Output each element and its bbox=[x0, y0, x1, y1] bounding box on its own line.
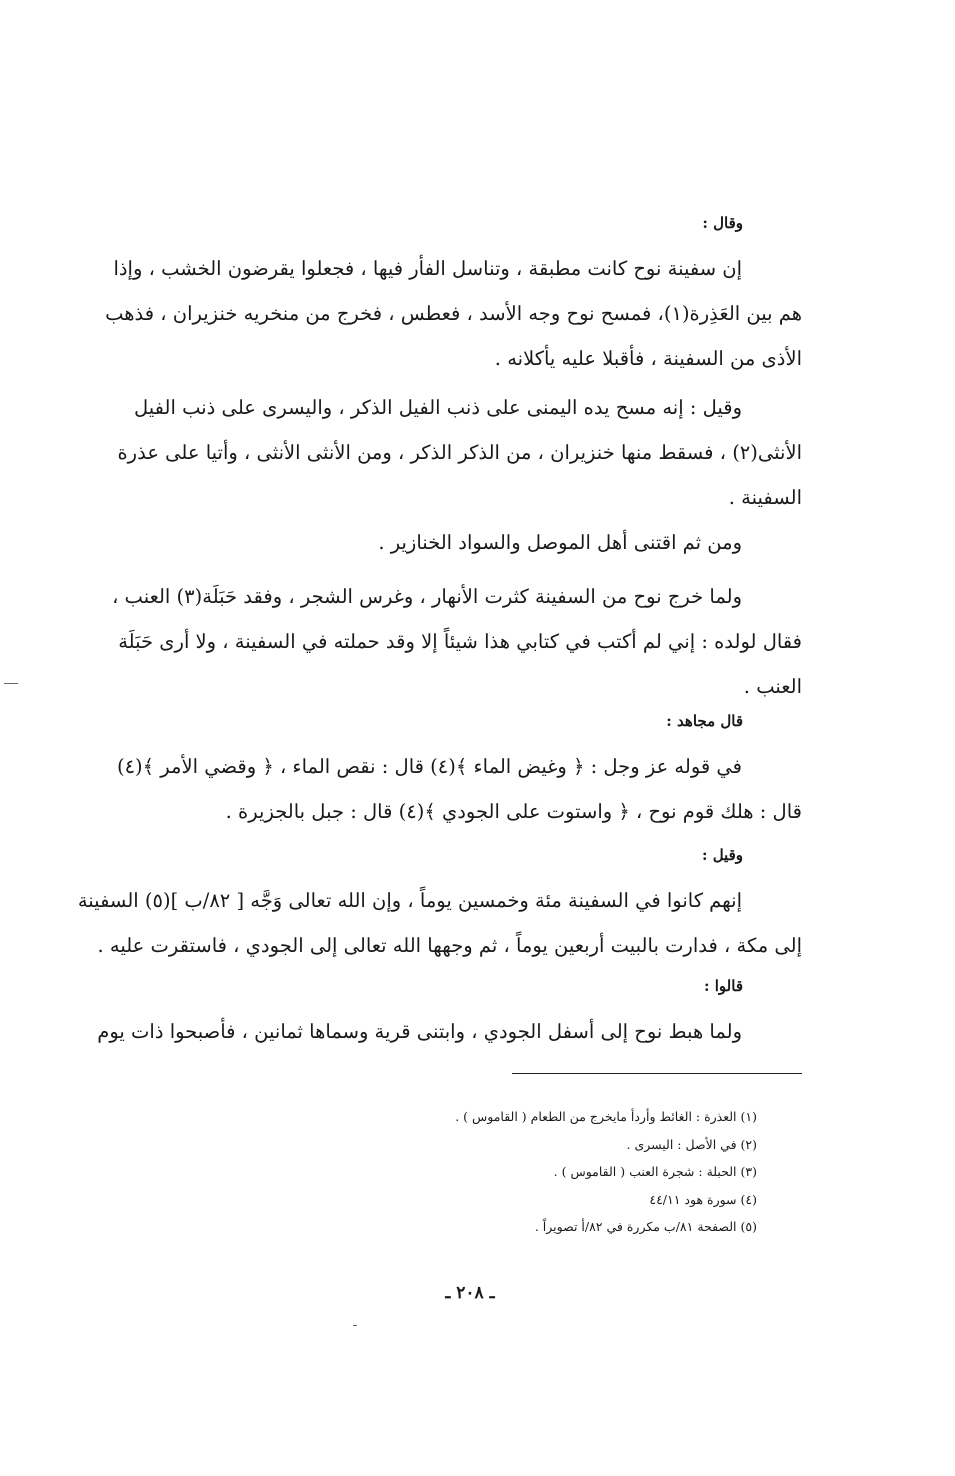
section-heading-mujahid: قال مجاهد : bbox=[666, 712, 743, 730]
paragraph-thamanin-village bbox=[97, 1009, 802, 1054]
section-heading-qala: وقال : bbox=[702, 214, 743, 232]
text-line: إلى مكة ، فدارت بالبيت أربعين يوماً ، ثم وجهها الله تعالى إلى الجودي ، فاستقرت عليه . bbox=[97, 934, 802, 957]
page-number: ـ ٢٠٨ ـ bbox=[445, 1283, 495, 1303]
paragraph-mujahid-tafsir bbox=[112, 744, 802, 834]
footnote-separator bbox=[512, 1073, 802, 1074]
footnote-1: (١) العذرة : الغائط وأردأ مايخرج من الطعام ( القاموس ) . bbox=[455, 1109, 757, 1124]
text-line: العنب . bbox=[743, 675, 802, 698]
text-line: الأذى من السفينة ، فأقبلا عليه يأكلانه . bbox=[494, 347, 802, 370]
paragraph-noah-ark-mice bbox=[105, 246, 802, 381]
text-line: الأنثى(٢) ، فسقط منها خنزيران ، من الذكر الذكر ، ومن الأنثى الأنثى ، وأتيا على عذرة bbox=[117, 441, 802, 464]
text-line: إنهم كانوا في السفينة مئة وخمسين يوماً ، وإن الله تعالى وَجَّه [ ٨٢/ب ](٥) السفينة bbox=[77, 889, 742, 912]
scan-dash-mark bbox=[353, 1325, 357, 1326]
paragraph-elephant-tail bbox=[112, 385, 802, 520]
scan-edge-mark bbox=[4, 683, 18, 684]
section-heading-qalu: قالوا : bbox=[704, 977, 743, 995]
text-line: ومن ثم اقتنى أهل الموصل والسواد الخنازير . bbox=[378, 531, 742, 554]
footnote-2: (٢) في الأصل : اليسرى . bbox=[626, 1136, 757, 1152]
paragraph-mosul-pigs bbox=[112, 520, 802, 565]
text-line: السفينة . bbox=[728, 486, 802, 509]
text-line: إن سفينة نوح كانت مطبقة ، وتناسل الفأر فيها ، فجعلوا يقرضون الخشب ، وإذا bbox=[113, 257, 742, 280]
section-heading-qila: وقيل : bbox=[701, 846, 743, 864]
paragraph-150-days bbox=[77, 878, 802, 968]
text-line: هم بين العَذِرة(١)، فمسح نوح وجه الأسد ، فعطس ، فخرج من منخريه خنزيران ، فذهب bbox=[105, 302, 802, 325]
text-line: ولما خرج نوح من السفينة كثرت الأنهار ، وغرس الشجر ، وفقد حَبَلَة(٣) العنب ، bbox=[112, 585, 742, 608]
text-line: فقال لولده : إني لم أكتب في كتابي هذا شيئاً إلا وقد حملته في السفينة ، ولا أرى حَبَلَة bbox=[118, 630, 802, 653]
text-line: في قوله عز وجل : ﴿ وغيض الماء ﴾(٤) قال : نقص الماء ، ﴿ وقضي الأمر ﴾(٤) bbox=[116, 755, 742, 778]
footnote-4: (٤) سورة هود ٤٤/١١ bbox=[649, 1191, 757, 1207]
text-line: قال : هلك قوم نوح ، ﴿ واستوت على الجودي ﴾(٤) قال : جبل بالجزيرة . bbox=[225, 800, 802, 823]
footnote-3: (٣) الحبلة : شجرة العنب ( القاموس ) . bbox=[553, 1164, 757, 1179]
text-line: وقيل : إنه مسح يده اليمنى على ذنب الفيل الذكر ، واليسرى على ذنب الفيل bbox=[134, 396, 742, 419]
paragraph-grapevine bbox=[112, 574, 802, 709]
footnotes bbox=[237, 1103, 757, 1241]
footnote-5: (٥) الصفحة ٨١/ب مكررة في ٨٢/أ تصويراً . bbox=[534, 1219, 757, 1234]
text-line: ولما هبط نوح إلى أسفل الجودي ، وابتنى قرية وسماها ثمانين ، فأصبحوا ذات يوم bbox=[97, 1020, 742, 1043]
